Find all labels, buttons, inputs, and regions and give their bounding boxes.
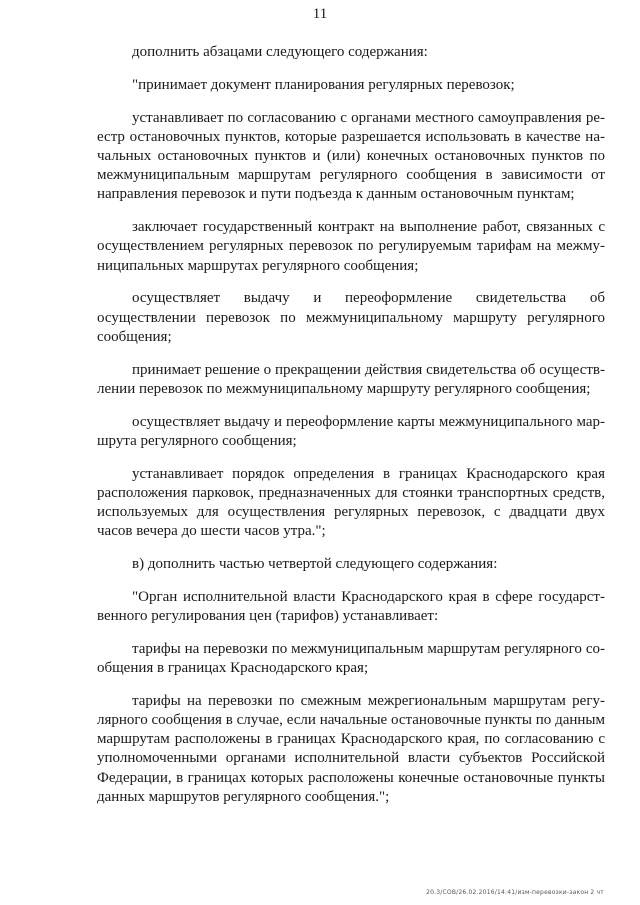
paragraph-2: "принимает документ планирования регулярных перевозок;	[132, 76, 515, 93]
paragraph-9: в) дополнить частью четвертой следующего содержания:	[132, 556, 498, 573]
paragraph-12: тарифы на перевозки по смежным межрегиональным маршрутам регулярного сообщения в случае, если начальные остановочные пункты по данным маршрутам расположены в границах Краснодарского края, по согласованию с уполномоченными органами исполнительной власти субъектов Российской Федерации, в границах которых расположены конечные остановочные пункты данных маршрутов регулярного сообщения.";	[97, 692, 605, 805]
paragraph-3: устанавливает по согласованию с органами местного самоуправления реестр остановочных пунктов, которые разрешается использовать в качестве начальных остановочных пунктов и (или) конечных остановочных пунктов по межмуниципальным маршрутам регулярного сообщения в зависимости от направления перевозок и пути подъезда к данным остановочным пунктам;	[97, 109, 605, 203]
paragraph-6: принимает решение о прекращении действия свидетельства об осуществлении перевозок по межмуниципальному маршруту регулярного сообщения;	[97, 361, 605, 397]
document-body	[97, 43, 605, 821]
paragraph-8: устанавливает порядок определения в границах Краснодарского края расположения парковок, предназначенных для стоянки транспортных средств, используемых для осуществления регулярных перевозок, с двадцати двух часов вечера до шести часов утра.";	[97, 465, 605, 540]
footer-file-reference: 20.3/СОВ/26.02.2016/14:41/изм-перевозки-закон 2 чт	[426, 889, 604, 896]
paragraph-4: заключает государственный контракт на выполнение работ, связанных с осуществлением регулярных перевозок по регулируемым тарифам на межмуниципальных маршрутах регулярного сообщения;	[97, 219, 605, 274]
paragraph-10: "Орган исполнительной власти Краснодарского края в сфере государственного регулирования цен (тарифов) устанавливает:	[97, 588, 605, 625]
paragraph-5: осуществляет выдачу и переоформление свидетельства об осуществлении перевозок по межмуниципальному маршруту регулярного сообщения;	[97, 290, 605, 345]
paragraph-11: тарифы на перевозки по межмуниципальным маршрутам регулярного сообщения в границах Краснодарского края;	[97, 640, 605, 677]
paragraph-7: осуществляет выдачу и переоформление карты межмуниципального маршрута регулярного сообщения;	[97, 413, 605, 449]
paragraph-1: дополнить абзацами следующего содержания:	[132, 44, 428, 60]
page-number: 11	[312, 6, 328, 22]
